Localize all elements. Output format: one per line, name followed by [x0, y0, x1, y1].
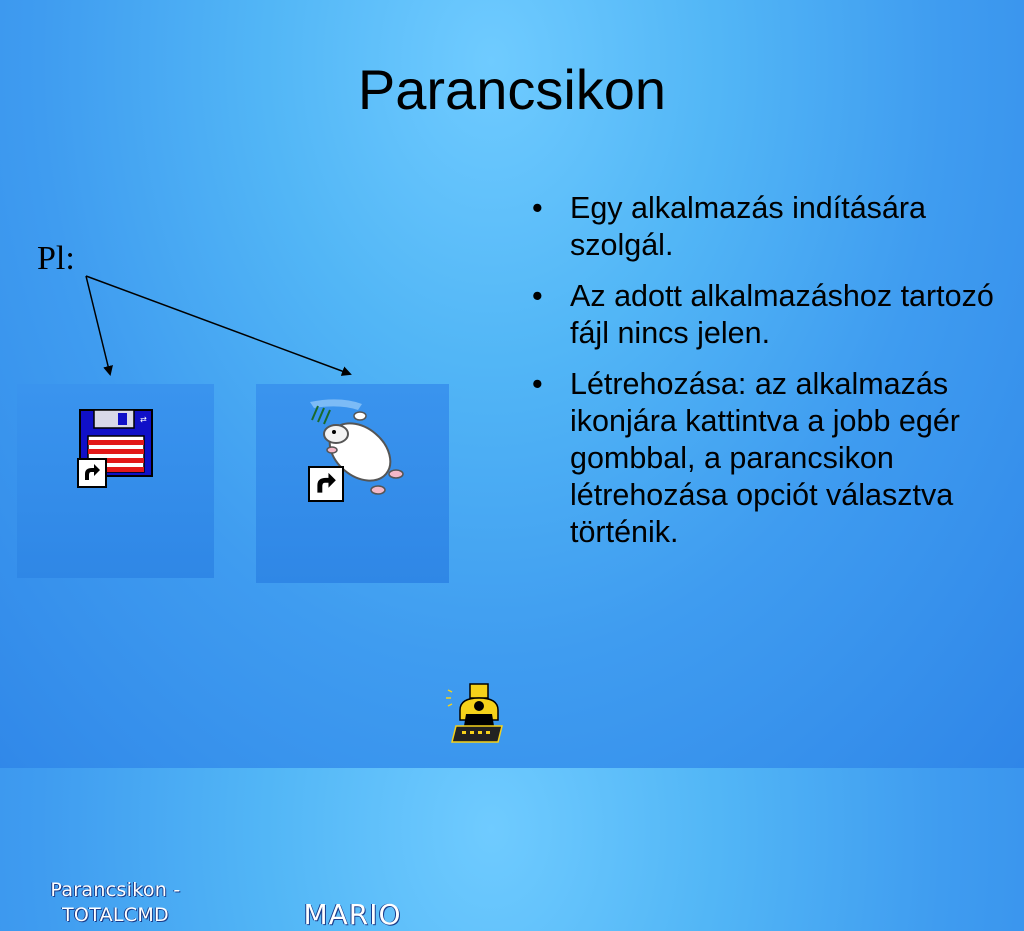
bullet-list: [532, 190, 1002, 565]
totalcmd-shortcut-label: Parancsikon - TOTALCMD: [50, 879, 181, 926]
bullet-item: [532, 366, 1002, 551]
shortcut-arrow-icon: [308, 466, 344, 502]
bullet-text: Egy alkalmazás indítására szolgál.: [570, 191, 927, 262]
bullet-marker: •: [532, 367, 543, 401]
bullet-text: Az adott alkalmazáshoz tartozó fájl nincs jelen.: [570, 279, 994, 350]
slide-title: Parancsikon: [357, 58, 667, 121]
svg-text:⇄: ⇄: [140, 415, 147, 424]
bullet-text: Létrehozása: az alkalmazás ikonjára kattintva a jobb egér gombbal, a parancsikon létrehozása opciót választva történik.: [570, 367, 960, 549]
bullet-item: [532, 190, 1002, 264]
arrow-to-totalcmd: [86, 276, 110, 374]
bullet-marker: •: [532, 279, 543, 313]
bullet-item: [532, 278, 1002, 352]
example-label: Pl:: [37, 240, 75, 277]
mario-shortcut-label: MARIO: [303, 898, 402, 931]
computer-user-clipart: [442, 680, 506, 746]
arrow-to-mario: [86, 276, 350, 374]
shortcut-arrow-icon: [77, 458, 107, 488]
bullet-marker: •: [532, 191, 543, 225]
